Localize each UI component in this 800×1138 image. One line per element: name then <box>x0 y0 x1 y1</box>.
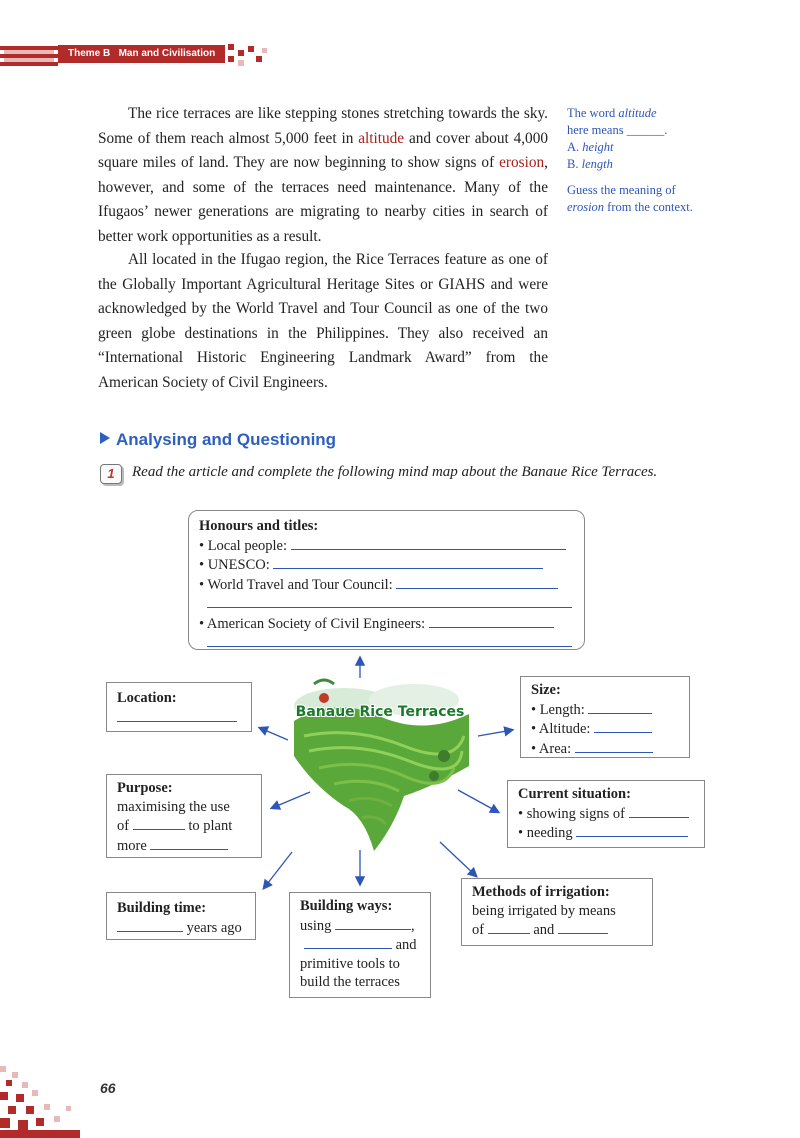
task-number-badge: 1 <box>100 464 122 484</box>
building-ways-box <box>289 892 431 998</box>
item-label: • Altitude: <box>531 721 591 737</box>
irrigation-box <box>461 878 653 946</box>
note-text: The word <box>567 106 619 120</box>
paragraph-text: , however, and some of the terraces need maintenance. Many of the Ifugaos’ newer generations are migrating to nearby cities in search of better work opportunities as a result. <box>98 154 548 245</box>
page-number: 66 <box>100 1080 116 1096</box>
irrigation-text: of <box>472 922 485 938</box>
answer-blank[interactable] <box>396 575 558 589</box>
arrow-to-size <box>478 730 512 736</box>
ways-text: using <box>300 917 332 934</box>
box-title: Location: <box>117 690 177 706</box>
item-label: • showing signs of <box>518 805 625 822</box>
option-label: B. <box>567 157 582 171</box>
item-label: • American Society of Civil Engineers: <box>199 615 426 632</box>
note-word: erosion <box>567 200 605 214</box>
ways-text: , <box>411 917 415 934</box>
answer-blank[interactable] <box>429 614 554 628</box>
answer-blank[interactable] <box>575 739 653 753</box>
suffix-text: years ago <box>186 919 242 936</box>
box-title: Building time: <box>117 900 207 916</box>
ways-text: build the terraces <box>300 974 400 990</box>
option-b: length <box>581 157 613 171</box>
honours-item-local <box>199 536 574 556</box>
article-paragraph-2: All located in the Ifugao region, the Rice Terraces feature as one of the Globally Important Agricultural Heritage Sites or GIAHS and were acknowledged by the World Travel and Tour Council as one of the two green globe destinations in the Philippines. They also received an “International Historic Engineering Landmark Award” from the American Society of Civil Engineers. <box>98 251 548 391</box>
irrigation-text: and <box>533 922 555 938</box>
answer-blank[interactable] <box>117 708 237 722</box>
answer-blank[interactable] <box>576 823 688 837</box>
item-label: • Area: <box>531 740 572 757</box>
location-box <box>106 682 252 732</box>
note-word: altitude <box>618 106 657 120</box>
honours-item-wttc <box>199 575 574 595</box>
answer-blank[interactable] <box>588 700 652 714</box>
answer-blank[interactable] <box>207 594 572 608</box>
keyword-erosion: erosion <box>499 154 545 172</box>
box-title: Methods of irrigation: <box>472 884 610 900</box>
theme-title: Man and Civilisation <box>118 48 216 59</box>
box-title: Purpose: <box>117 780 173 796</box>
answer-blank[interactable] <box>273 555 543 569</box>
item-label: • UNESCO: <box>199 557 270 573</box>
purpose-line: maximising the use <box>117 798 230 815</box>
purpose-text: to plant <box>188 818 233 834</box>
answer-blank[interactable] <box>150 836 228 850</box>
box-title: Honours and titles: <box>199 518 319 534</box>
keyword-altitude: altitude <box>358 129 405 147</box>
honours-item-unesco <box>199 555 574 575</box>
item-label: • needing <box>518 825 573 841</box>
note-text: Guess the meaning of <box>567 183 676 197</box>
purpose-text: of <box>117 818 130 834</box>
size-box <box>520 676 690 758</box>
purpose-box <box>106 774 262 858</box>
answer-blank[interactable] <box>558 920 608 934</box>
item-label: • World Travel and Tour Council: <box>199 576 393 593</box>
honours-box <box>188 510 585 650</box>
honours-item-wttc-cont <box>199 594 574 614</box>
box-title: Current situation: <box>518 786 631 802</box>
answer-blank[interactable] <box>335 916 411 930</box>
honours-item-asce-cont <box>199 633 574 653</box>
option-a: height <box>582 140 614 154</box>
box-title: Size: <box>531 682 561 698</box>
note-question: here means ______. <box>567 123 668 137</box>
item-label: • Length: <box>531 701 585 718</box>
answer-blank[interactable] <box>488 920 530 934</box>
building-time-box <box>106 892 256 940</box>
answer-blank[interactable] <box>207 633 572 647</box>
answer-blank[interactable] <box>133 816 185 830</box>
purpose-text: more <box>117 837 147 854</box>
mind-map-center-title: Banaue Rice Terraces <box>295 704 465 720</box>
answer-blank[interactable] <box>629 804 689 818</box>
theme-number: Theme B <box>68 48 111 59</box>
note-text: from the context. <box>604 200 693 214</box>
current-situation-box <box>507 780 705 848</box>
task-instruction: Read the article and complete the following mind map about the Banaue Rice Terraces. <box>132 464 658 480</box>
irrigation-text: being irrigated by means <box>472 902 616 919</box>
item-label: • Local people: <box>199 537 288 554</box>
rice-terraces-image <box>284 676 474 856</box>
paragraph-text: and cover about 4,000 square miles of land. They are now beginning to show signs of <box>98 129 548 172</box>
answer-blank[interactable] <box>304 935 392 949</box>
arrow-to-building-time <box>264 852 292 888</box>
answer-blank[interactable] <box>594 719 652 733</box>
answer-blank[interactable] <box>117 918 183 932</box>
honours-item-asce <box>199 614 574 634</box>
option-label: A. <box>567 140 583 154</box>
ways-text: primitive tools to <box>300 955 400 972</box>
ways-text: and <box>395 937 417 953</box>
paragraph-text: The rice terraces are like stepping stones stretching towards the sky. Some of them reach almost 5,000 feet in <box>98 105 548 147</box>
answer-blank[interactable] <box>291 536 566 550</box>
box-title: Building ways: <box>300 898 393 914</box>
section-heading-text: Analysing and Questioning <box>116 430 337 449</box>
